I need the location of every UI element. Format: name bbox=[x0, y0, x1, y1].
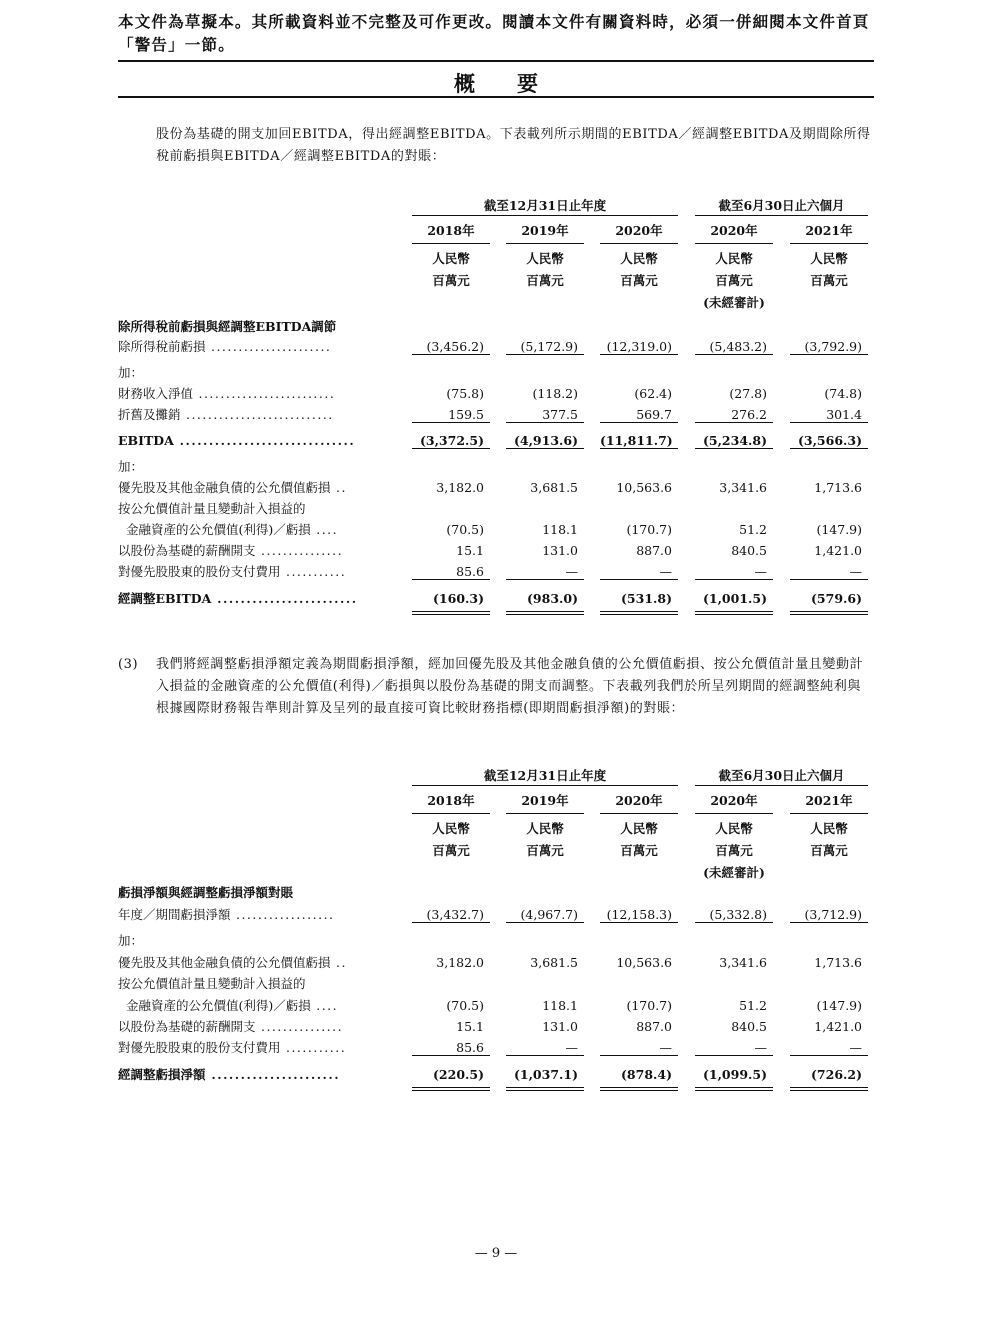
value-cell: — bbox=[600, 1037, 678, 1056]
value-cell: (4,913.6) bbox=[506, 430, 584, 449]
row-label bbox=[118, 1037, 346, 1059]
value-cell: — bbox=[695, 561, 773, 580]
row-label bbox=[118, 930, 143, 952]
table-row bbox=[118, 904, 874, 926]
column-year: 2020年 bbox=[600, 790, 678, 814]
column-year: 2021年 bbox=[790, 220, 868, 244]
column-header bbox=[506, 220, 584, 292]
table-row bbox=[118, 519, 874, 541]
value-cell: 569.7 bbox=[600, 404, 678, 423]
value-cell: — bbox=[695, 1037, 773, 1056]
value-cell: 51.2 bbox=[739, 998, 767, 1013]
table-row bbox=[118, 588, 874, 610]
row-label bbox=[118, 540, 343, 562]
value-cell: (983.0) bbox=[506, 588, 584, 610]
column-unit: 百萬元 bbox=[810, 843, 848, 858]
section-title bbox=[118, 882, 874, 904]
value-cell: (27.8) bbox=[729, 386, 767, 401]
value-cell: 1,713.6 bbox=[814, 480, 862, 495]
value-cell: (147.9) bbox=[816, 998, 862, 1013]
column-year: 2019年 bbox=[506, 220, 584, 244]
table-row bbox=[118, 498, 874, 520]
value-cell: 840.5 bbox=[731, 1019, 767, 1034]
leader-dots: ........................ bbox=[211, 591, 358, 606]
column-unit: 百萬元 bbox=[432, 273, 470, 288]
value-cell: (62.4) bbox=[634, 386, 672, 401]
value-cell: 118.1 bbox=[542, 522, 578, 537]
value-cell: 887.0 bbox=[636, 543, 672, 558]
value-cell: 3,341.6 bbox=[719, 480, 767, 495]
row-label bbox=[118, 952, 347, 974]
value-cell: 301.4 bbox=[790, 404, 868, 423]
section-title-text: 虧損淨額與經調整虧損淨額對賬 bbox=[118, 885, 294, 900]
value-cell: (3,712.9) bbox=[790, 904, 868, 923]
value-cell: (5,332.8) bbox=[695, 904, 773, 923]
header-group-half-year: 截至6月30日止六個月 bbox=[695, 766, 868, 784]
leader-dots: .. bbox=[330, 480, 347, 495]
row-label-text: 以股份為基礎的薪酬開支 bbox=[118, 1019, 256, 1034]
value-cell: 131.0 bbox=[542, 1019, 578, 1034]
value-cell: (147.9) bbox=[816, 522, 862, 537]
table-row bbox=[118, 973, 874, 995]
value-cell: — bbox=[790, 561, 868, 580]
column-year: 2020年 bbox=[600, 220, 678, 244]
row-label bbox=[118, 973, 306, 995]
intro-paragraph: 股份為基礎的開支加回EBITDA，得出經調整EBITDA。下表載列所示期間的EBITDA／經調整EBITDA及期間除所得稅前虧損與EBITDA／經調整EBITDA的對賬： bbox=[156, 127, 871, 164]
value-cell: 131.0 bbox=[542, 543, 578, 558]
leader-dots: ........................... bbox=[180, 407, 334, 422]
table-row bbox=[118, 477, 874, 499]
column-currency: 人民幣 bbox=[526, 821, 564, 836]
row-label-text: 財務收入淨值 bbox=[118, 386, 194, 401]
value-cell: (3,566.3) bbox=[790, 430, 868, 449]
row-label-text: 按公允價值計量且變動計入損益的 bbox=[118, 501, 306, 516]
column-year: 2018年 bbox=[412, 790, 490, 814]
row-label bbox=[118, 1064, 340, 1086]
row-label-text: 經調整EBITDA bbox=[118, 591, 212, 606]
table-row bbox=[118, 1064, 874, 1086]
value-cell: 3,681.5 bbox=[530, 480, 578, 495]
value-cell: 159.5 bbox=[412, 404, 490, 423]
value-cell: (1,099.5) bbox=[695, 1064, 773, 1086]
column-year: 2019年 bbox=[506, 790, 584, 814]
note-number: (3) bbox=[118, 657, 139, 672]
column-unit: 百萬元 bbox=[432, 843, 470, 858]
value-cell: 15.1 bbox=[456, 1019, 484, 1034]
value-cell: (5,483.2) bbox=[695, 336, 773, 355]
column-unit: 百萬元 bbox=[620, 273, 658, 288]
row-label bbox=[118, 477, 347, 499]
header-group-rule bbox=[412, 215, 678, 216]
row-label-text: 年度／期間虧損淨額 bbox=[118, 907, 231, 922]
value-cell: (5,172.9) bbox=[506, 336, 584, 355]
value-cell: 51.2 bbox=[739, 522, 767, 537]
value-cell: (726.2) bbox=[790, 1064, 868, 1086]
leader-dots: ............... bbox=[255, 543, 344, 558]
column-unit: 百萬元 bbox=[620, 843, 658, 858]
table-row bbox=[118, 430, 874, 452]
row-label-text: 折舊及攤銷 bbox=[118, 407, 181, 422]
column-year: 2018年 bbox=[412, 220, 490, 244]
row-label bbox=[126, 519, 338, 541]
table-row bbox=[118, 383, 874, 405]
row-label bbox=[118, 904, 335, 926]
row-label bbox=[118, 404, 334, 426]
header-rule-top bbox=[118, 60, 874, 62]
page-number: — 9 — bbox=[474, 1246, 518, 1261]
row-label-text: 加： bbox=[118, 365, 144, 380]
column-header bbox=[790, 220, 868, 292]
column-unit: 百萬元 bbox=[526, 843, 564, 858]
table-row bbox=[118, 1037, 874, 1059]
leader-dots: .... bbox=[310, 998, 339, 1013]
leader-dots: ........... bbox=[280, 564, 347, 579]
value-cell: 10,563.6 bbox=[616, 480, 672, 495]
row-label-text: 金融資產的公允價值(利得)／虧損 bbox=[126, 522, 311, 537]
value-cell: (531.8) bbox=[600, 588, 678, 610]
row-label bbox=[118, 362, 143, 384]
row-label bbox=[126, 995, 338, 1017]
value-cell: 3,341.6 bbox=[719, 955, 767, 970]
column-unit: 百萬元 bbox=[526, 273, 564, 288]
column-currency: 人民幣 bbox=[620, 251, 658, 266]
table-row bbox=[118, 362, 874, 384]
table-row bbox=[118, 404, 874, 426]
header-group-half-year: 截至6月30日止六個月 bbox=[695, 196, 868, 214]
value-cell: (878.4) bbox=[600, 1064, 678, 1086]
leader-dots: .... bbox=[310, 522, 339, 537]
header-group-year: 截至12月31日止年度 bbox=[412, 196, 678, 214]
value-cell: (220.5) bbox=[412, 1064, 490, 1086]
column-currency: 人民幣 bbox=[526, 251, 564, 266]
draft-warning: 本文件為草擬本。其所載資料並不完整及可作更改。閱讀本文件有關資料時，必須一併細閱本文件首頁「警告」一節。 bbox=[118, 12, 870, 54]
value-cell: (3,792.9) bbox=[790, 336, 868, 355]
row-label-text: 以股份為基礎的薪酬開支 bbox=[118, 543, 256, 558]
column-year: 2020年 bbox=[695, 790, 773, 814]
note-3 bbox=[118, 654, 874, 720]
value-cell: (12,158.3) bbox=[600, 904, 678, 923]
column-currency: 人民幣 bbox=[432, 821, 470, 836]
value-cell: (579.6) bbox=[790, 588, 868, 610]
value-cell: 1,713.6 bbox=[814, 955, 862, 970]
table-row bbox=[118, 456, 874, 478]
value-cell: (170.7) bbox=[626, 522, 672, 537]
table-row bbox=[118, 952, 874, 974]
value-cell: 840.5 bbox=[731, 543, 767, 558]
value-cell: 85.6 bbox=[412, 1037, 490, 1056]
value-cell: (3,432.7) bbox=[412, 904, 490, 923]
header-group-year: 截至12月31日止年度 bbox=[412, 766, 678, 784]
value-cell: 3,182.0 bbox=[436, 955, 484, 970]
table-row bbox=[118, 561, 874, 583]
row-label-text: 加： bbox=[118, 459, 144, 474]
column-currency: 人民幣 bbox=[810, 821, 848, 836]
table-row bbox=[118, 995, 874, 1017]
leader-dots: .................. bbox=[230, 907, 335, 922]
value-cell: — bbox=[600, 561, 678, 580]
row-label bbox=[118, 336, 331, 358]
column-header bbox=[695, 220, 773, 314]
column-currency: 人民幣 bbox=[715, 251, 753, 266]
row-label bbox=[118, 456, 143, 478]
value-cell: 1,421.0 bbox=[814, 1019, 862, 1034]
value-cell: 118.1 bbox=[542, 998, 578, 1013]
section-title-text: 除所得稅前虧損與經調整EBITDA調節 bbox=[118, 319, 337, 334]
adjusted-net-loss-table bbox=[118, 766, 874, 1106]
row-label-text: 對優先股股東的股份支付費用 bbox=[118, 564, 281, 579]
value-cell: (118.2) bbox=[532, 386, 578, 401]
value-cell: 3,681.5 bbox=[530, 955, 578, 970]
column-unit: 百萬元 bbox=[810, 273, 848, 288]
column-header bbox=[695, 790, 773, 884]
value-cell: — bbox=[790, 1037, 868, 1056]
value-cell: (160.3) bbox=[412, 588, 490, 610]
leader-dots: ...................... bbox=[205, 339, 332, 354]
column-currency: 人民幣 bbox=[432, 251, 470, 266]
column-header bbox=[412, 790, 490, 862]
value-cell: (5,234.8) bbox=[695, 430, 773, 449]
table-row bbox=[118, 336, 874, 358]
row-label-text: EBITDA bbox=[118, 433, 174, 448]
row-label-text: 優先股及其他金融負債的公允價值虧損 bbox=[118, 480, 331, 495]
column-header bbox=[600, 790, 678, 862]
column-header bbox=[600, 220, 678, 292]
row-label bbox=[118, 498, 306, 520]
value-cell: (75.8) bbox=[446, 386, 484, 401]
column-currency: 人民幣 bbox=[715, 821, 753, 836]
column-unaudited: (未經審計) bbox=[703, 295, 765, 310]
value-cell: 887.0 bbox=[636, 1019, 672, 1034]
row-label-text: 對優先股股東的股份支付費用 bbox=[118, 1040, 281, 1055]
value-cell: (12,319.0) bbox=[600, 336, 678, 355]
column-unit: 百萬元 bbox=[715, 843, 753, 858]
value-cell: 1,421.0 bbox=[814, 543, 862, 558]
value-cell: (3,372.5) bbox=[412, 430, 490, 449]
table-row bbox=[118, 930, 874, 952]
value-cell: (70.5) bbox=[446, 522, 484, 537]
column-header bbox=[506, 790, 584, 862]
column-header bbox=[412, 220, 490, 292]
value-cell: (170.7) bbox=[626, 998, 672, 1013]
row-label bbox=[118, 561, 346, 583]
value-cell: 10,563.6 bbox=[616, 955, 672, 970]
header-rule-bottom bbox=[118, 96, 874, 98]
leader-dots: ......................... bbox=[193, 386, 336, 401]
row-label-text: 優先股及其他金融負債的公允價值虧損 bbox=[118, 955, 331, 970]
value-cell: 377.5 bbox=[506, 404, 584, 423]
header-group-rule bbox=[695, 785, 868, 786]
column-unit: 百萬元 bbox=[715, 273, 753, 288]
value-cell: (1,001.5) bbox=[695, 588, 773, 610]
leader-dots: .............................. bbox=[173, 433, 356, 448]
table-row bbox=[118, 540, 874, 562]
column-year: 2021年 bbox=[790, 790, 868, 814]
value-cell: (1,037.1) bbox=[506, 1064, 584, 1086]
row-label bbox=[118, 383, 335, 405]
value-cell: 3,182.0 bbox=[436, 480, 484, 495]
note-text: 我們將經調整虧損淨額定義為期間虧損淨額，經加回優先股及其他金融負債的公允價值虧損、按公允價值計量且變動計入損益的金融資產的公允價值(利得)／虧損與以股份為基礎的開支而調整。下表載列我們於所呈列期間的經調整純利與根據國際財務報告準則計算及呈列的最直接可資比較財務指標(即期間虧損淨額)的對賬： bbox=[156, 657, 864, 716]
page-title: 概要 bbox=[454, 71, 580, 96]
row-label bbox=[118, 1016, 343, 1038]
value-cell: 85.6 bbox=[412, 561, 490, 580]
column-currency: 人民幣 bbox=[620, 821, 658, 836]
header-group-rule bbox=[412, 785, 678, 786]
row-label bbox=[118, 588, 358, 610]
row-label-text: 加： bbox=[118, 933, 144, 948]
row-label-text: 經調整虧損淨額 bbox=[118, 1067, 206, 1082]
row-label-text: 除所得稅前虧損 bbox=[118, 339, 206, 354]
section-title bbox=[118, 316, 874, 338]
value-cell: (74.8) bbox=[824, 386, 862, 401]
value-cell: (70.5) bbox=[446, 998, 484, 1013]
value-cell: (3,456.2) bbox=[412, 336, 490, 355]
row-label-text: 按公允價值計量且變動計入損益的 bbox=[118, 976, 306, 991]
ebitda-reconciliation-table bbox=[118, 196, 874, 636]
column-unaudited: (未經審計) bbox=[703, 865, 765, 880]
value-cell: 15.1 bbox=[456, 543, 484, 558]
value-cell: — bbox=[506, 1037, 584, 1056]
row-label-text: 金融資產的公允價值(利得)／虧損 bbox=[126, 998, 311, 1013]
leader-dots: ............... bbox=[255, 1019, 344, 1034]
column-currency: 人民幣 bbox=[810, 251, 848, 266]
header-group-rule bbox=[695, 215, 868, 216]
column-header bbox=[790, 790, 868, 862]
leader-dots: ...................... bbox=[205, 1067, 341, 1082]
value-cell: (4,967.7) bbox=[506, 904, 584, 923]
value-cell: (11,811.7) bbox=[600, 430, 678, 449]
table-row bbox=[118, 1016, 874, 1038]
row-label bbox=[118, 430, 355, 452]
value-cell: — bbox=[506, 561, 584, 580]
value-cell: 276.2 bbox=[695, 404, 773, 423]
leader-dots: .. bbox=[330, 955, 347, 970]
leader-dots: ........... bbox=[280, 1040, 347, 1055]
column-year: 2020年 bbox=[695, 220, 773, 244]
